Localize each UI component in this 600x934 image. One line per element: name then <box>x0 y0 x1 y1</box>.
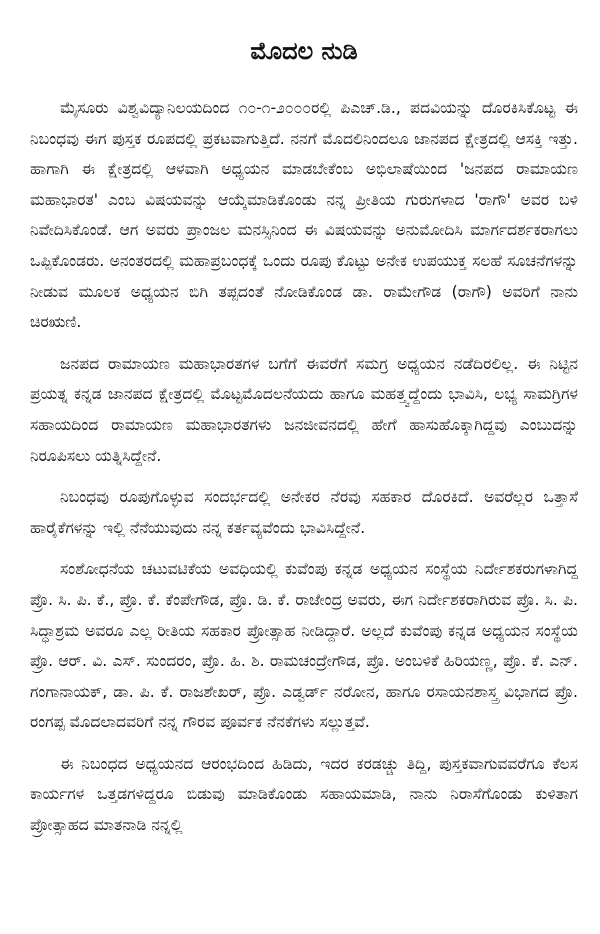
paragraph-gratitude-intro: ನಿಬಂಧವು ರೂಪುಗೊಳ್ಳುವ ಸಂದರ್ಭದಲ್ಲಿ ಅನೇಕರ ನೆರವು ಸಹಕಾರ ದೊರಕಿದೆ. ಅವರೆಲ್ಲರ ಒತ್ತಾಸೆ ಹಾರೈಕೆಗಳನ್ನು ಇಲ್ಲಿ ನೆನೆಯುವುದು ನನ್ನ ಕರ್ತವ್ಯವೆಂದು ಭಾವಿಸಿದ್ದೇನೆ. <box>30 488 578 537</box>
paragraph-study-purpose: ಜನಪದ ರಾಮಾಯಣ ಮಹಾಭಾರತಗಳ ಬಗೆಗೆ ಈವರೆಗೆ ಸಮಗ್ರ ಅಧ್ಯಯನ ನಡೆದಿರಲಿಲ್ಲ. ಈ ನಿಟ್ಟಿನ ಪ್ರಯತ್ನ ಕನ್ನಡ ಜಾನಪದ ಕ್ಷೇತ್ರದಲ್ಲಿ ಮೊಟ್ಟಮೊದಲನೆಯದು ಹಾಗೂ ಮಹತ್ತ್ವದ್ದೆಂದು ಭಾವಿಸಿ, ಲಭ್ಯ ಸಾಮಗ್ರಿಗಳ ಸಹಾಯದಿಂದ ರಾಮಾಯಣ ಮಹಾಭಾರತಗಳು ಜನಜೀವನದಲ್ಲಿ ಹೇಗೆ ಹಾಸುಹೊಕ್ಕಾಗಿದ್ದವು ಎಂಬುದನ್ನು ನಿರೂಪಿಸಲು ಯತ್ನಿಸಿದ್ದೇನೆ. <box>30 354 578 465</box>
paragraph-final-thanks: ಈ ನಿಬಂಧದ ಅಧ್ಯಯನದ ಆರಂಭದಿಂದ ಹಿಡಿದು, ಇದರ ಕರಡಚ್ಚು ತಿದ್ದಿ, ಪುಸ್ತಕವಾಗುವವರೆಗೂ ಕೆಲಸ ಕಾರ್ಯಗಳ ಒತ್ತಡಗಳಿದ್ದರೂ ಬಿಡುವು ಮಾಡಿಕೊಂಡು ಸಹಾಯಮಾಡಿ, ನಾನು ನಿರಾಸೆಗೊಂಡು ಕುಳಿತಾಗ ಪ್ರೋತ್ಸಾಹದ ಮಾತನಾಡಿ ನನ್ನಲ್ಲಿ <box>30 754 578 835</box>
page-title: ಮೊದಲ ನುಡಿ <box>250 37 358 65</box>
paragraph-acknowledgements: ಸಂಶೋಧನೆಯ ಚಟುವಟಿಕೆಯ ಅವಧಿಯಲ್ಲಿ ಕುವೆಂಪು ಕನ್ನಡ ಅಧ್ಯಯನ ಸಂಸ್ಥೆಯ ನಿರ್ದೇಶಕರುಗಳಾಗಿದ್ದ ಪ್ರೊ. ಸಿ. ಪಿ. ಕೆ., ಪ್ರೊ. ಕೆ. ಕೆಂಪೇಗೌಡ, ಪ್ರೊ. ಡಿ. ಕೆ. ರಾಜೇಂದ್ರ ಅವರು, ಈಗ ನಿರ್ದೇಶಕರಾಗಿರುವ ಪ್ರೊ. ಸಿ. ಪಿ. ಸಿದ್ಧಾಶ್ರಮ ಅವರೂ ಎಲ್ಲ ರೀತಿಯ ಸಹಕಾರ ಪ್ರೋತ್ಸಾಹ ನೀಡಿದ್ದಾರೆ. ಅಲ್ಲದೆ ಕುವೆಂಪು ಕನ್ನಡ ಅಧ್ಯಯನ ಸಂಸ್ಥೆಯ ಪ್ರೊ. ಆರ್. ವಿ. ಎಸ್. ಸುಂದರಂ, ಪ್ರೊ. ಹಿ. ಶಿ. ರಾಮಚಂದ್ರೇಗೌಡ, ಪ್ರೊ. ಅಂಬಳಿಕೆ ಹಿರಿಯಣ್ಣ, ಪ್ರೊ. ಕೆ. ಎನ್. ಗಂಗಾನಾಯಕ್, ಡಾ. ಪಿ. ಕೆ. ರಾಜಶೇಖರ್, ಪ್ರೊ. ಎಡ್ವರ್ಡ್ ನರೋನ, ಹಾಗೂ ರಸಾಯನಶಾಸ್ತ್ರ ವಿಭಾಗದ ಪ್ರೊ. ರಂಗಪ್ಪ ಮೊದಲಾದವರಿಗೆ ನನ್ನ ಗೌರವ ಪೂರ್ವಕ ನೆನಕೆಗಳು ಸಲ್ಲುತ್ತವೆ. <box>30 560 578 732</box>
paragraph-phd-publication: ಮೈಸೂರು ವಿಶ್ವವಿದ್ಯಾನಿಲಯದಿಂದ ೧೦-೧-೨೦೦೦ರಲ್ಲಿ ಪಿಎಚ್.ಡಿ., ಪದವಿಯನ್ನು ದೊರಕಿಸಿಕೊಟ್ಟ ಈ ನಿಬಂಧವು ಈಗ ಪುಸ್ತಕ ರೂಪದಲ್ಲಿ ಪ್ರಕಟವಾಗುತ್ತಿದೆ. ನನಗೆ ಮೊದಲಿನಿಂದಲೂ ಜಾನಪದ ಕ್ಷೇತ್ರದಲ್ಲಿ ಆಸಕ್ತಿ ಇತ್ತು. ಹಾಗಾಗಿ ಈ ಕ್ಷೇತ್ರದಲ್ಲಿ ಆಳವಾಗಿ ಅಧ್ಯಯನ ಮಾಡಬೇಕೆಂಬ ಅಭಿಲಾಷೆಯಿಂದ 'ಜನಪದ ರಾಮಾಯಣ ಮಹಾಭಾರತ' ಎಂಬ ವಿಷಯವನ್ನು ಆಯ್ಕೆಮಾಡಿಕೊಂಡು ನನ್ನ ಪ್ರೀತಿಯ ಗುರುಗಳಾದ 'ರಾಗೌ' ಅವರ ಬಳಿ ನಿವೇದಿಸಿಕೊಂಡೆ. ಆಗ ಅವರು ಪ್ರಾಂಜಲ ಮನಸ್ಸಿನಿಂದ ಈ ವಿಷಯವನ್ನು ಅನುಮೋದಿಸಿ ಮಾರ್ಗದರ್ಶಕರಾಗಲು ಒಪ್ಪಿಕೊಂಡರು. ಅನಂತರದಲ್ಲಿ ಮಹಾಪ್ರಬಂಧಕ್ಕೆ ಒಂದು ರೂಪು ಕೊಟ್ಟು ಅನೇಕ ಉಪಯುಕ್ತ ಸಲಹೆ ಸೂಚನೆಗಳನ್ನು ನೀಡುವ ಮೂಲಕ ಅಧ್ಯಯನ ಬಿಗಿ ತಪ್ಪದಂತೆ ನೋಡಿಕೊಂಡ ಡಾ. ರಾಮೇಗೌಡ (ರಾಗೌ) ಅವರಿಗೆ ನಾನು ಚಿರಋಣಿ. <box>30 99 578 332</box>
document-body <box>30 93 578 841</box>
